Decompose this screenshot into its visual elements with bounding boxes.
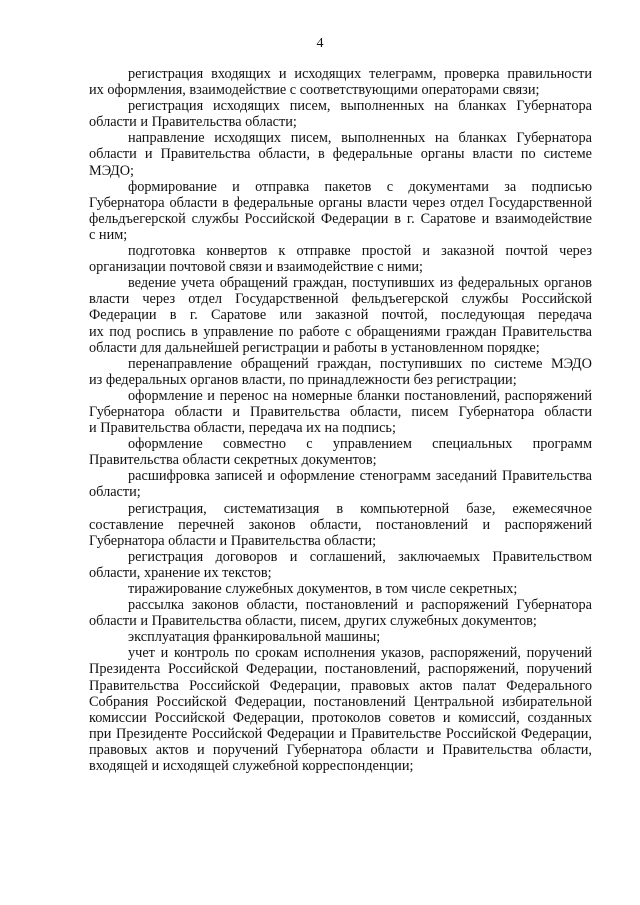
paragraph-first-line: ведение учета обращений граждан, поступивших из федеральных органов xyxy=(128,275,592,292)
paragraph-line: области и Правительства области, в федеральные органы власти по системе xyxy=(89,146,592,163)
paragraph-first-line: направление исходящих писем, выполненных на бланках Губернатора xyxy=(128,130,592,147)
paragraph-line: области для дальнейшей регистрации и работы в установленном порядке; xyxy=(89,339,540,356)
paragraph-line: их под роспись в управление по работе с обращениями граждан Правительства xyxy=(89,323,592,340)
paragraph-first-line: формирование и отправка пакетов с документами за подписью xyxy=(128,178,592,195)
paragraph-line: и Правительства области, передача их на подпись; xyxy=(89,420,396,437)
paragraph-line: области и Правительства области; xyxy=(89,114,297,131)
paragraph-line: Правительства Российской Федерации, правовых актов палат Федерального xyxy=(89,677,592,694)
paragraph-line: области, хранение их текстов; xyxy=(89,564,272,581)
paragraph-line: с ним; xyxy=(89,226,128,243)
paragraph-line: правовых актов и поручений Губернатора области и Правительства области, xyxy=(89,741,592,758)
paragraph-first-line: регистрация договоров и соглашений, заключаемых Правительством xyxy=(128,548,592,565)
paragraph-first-line: регистрация входящих и исходящих телеграмм, проверка правильности xyxy=(128,66,592,82)
paragraph-line: их оформления, взаимодействие с соответствующими операторами связи; xyxy=(89,82,540,99)
paragraph-line: области; xyxy=(89,484,141,501)
paragraph-line: из федеральных органов власти, по принадлежности без регистрации; xyxy=(89,371,517,388)
paragraph-first-line: оформление совместно с управлением специальных программ xyxy=(128,436,592,453)
paragraph-first-line: эксплуатация франкировальной машины; xyxy=(128,629,381,646)
paragraph-line: Губернатора области в федеральные органы власти через отдел Государственной xyxy=(89,194,592,211)
paragraph-first-line: расшифровка записей и оформление стенограмм заседаний Правительства xyxy=(128,468,592,485)
paragraph-first-line: регистрация исходящих писем, выполненных на бланках Губернатора xyxy=(128,98,592,115)
paragraph-line: Федерации в г. Саратове или заказной почтой, последующая передача xyxy=(89,307,592,324)
paragraph-line: Губернатора области и Правительства области, писем Губернатора области xyxy=(89,403,592,420)
paragraph-line: комиссии Российской Федерации, протоколов советов и комиссий, созданных xyxy=(89,709,592,726)
paragraph-first-line: тиражирование служебных документов, в том числе секретных; xyxy=(128,581,518,597)
paragraph-line: Собрания Российской Федерации, постановлений Центральной избирательной xyxy=(89,693,592,710)
paragraph-line: области и Правительства области, писем, других служебных документов; xyxy=(89,613,537,630)
paragraph-line: входящей и исходящей служебной корреспонденции; xyxy=(89,758,414,775)
paragraph-line: МЭДО; xyxy=(89,162,134,179)
paragraph-line: составление перечней законов области, постановлений и распоряжений xyxy=(89,516,592,533)
paragraph-line: Губернатора области и Правительства области; xyxy=(89,532,377,549)
paragraph-first-line: оформление и перенос на номерные бланки постановлений, распоряжений xyxy=(128,387,592,404)
paragraph-line: организации почтовой связи и взаимодействие с ними; xyxy=(89,259,424,276)
paragraph-first-line: учет и контроль по срокам исполнения указов, распоряжений, поручений xyxy=(128,645,592,662)
paragraph-line: Правительства области секретных документов; xyxy=(89,452,377,469)
paragraph-line: Президента Российской Федерации, постановлений, распоряжений, поручений xyxy=(89,661,592,678)
paragraph-line: при Президенте Российской Федерации и Правительстве Российской Федерации, xyxy=(89,725,592,742)
paragraph-first-line: регистрация, систематизация в компьютерной базе, ежемесячное xyxy=(128,500,592,517)
paragraph-first-line: перенаправление обращений граждан, поступивших по системе МЭДО xyxy=(128,355,592,372)
paragraph-first-line: подготовка конвертов к отправке простой и заказной почтой через xyxy=(128,243,592,260)
paragraph-first-line: рассылка законов области, постановлений и распоряжений Губернатора xyxy=(128,597,592,614)
paragraph-line: власти через отдел Государственной фельдъегерской службы Российской xyxy=(89,291,592,308)
page-number: 4 xyxy=(316,36,324,51)
document-body xyxy=(89,66,592,774)
paragraph-line: фельдъегерской службы Российской Федерации в г. Саратове и взаимодействие xyxy=(89,210,592,227)
